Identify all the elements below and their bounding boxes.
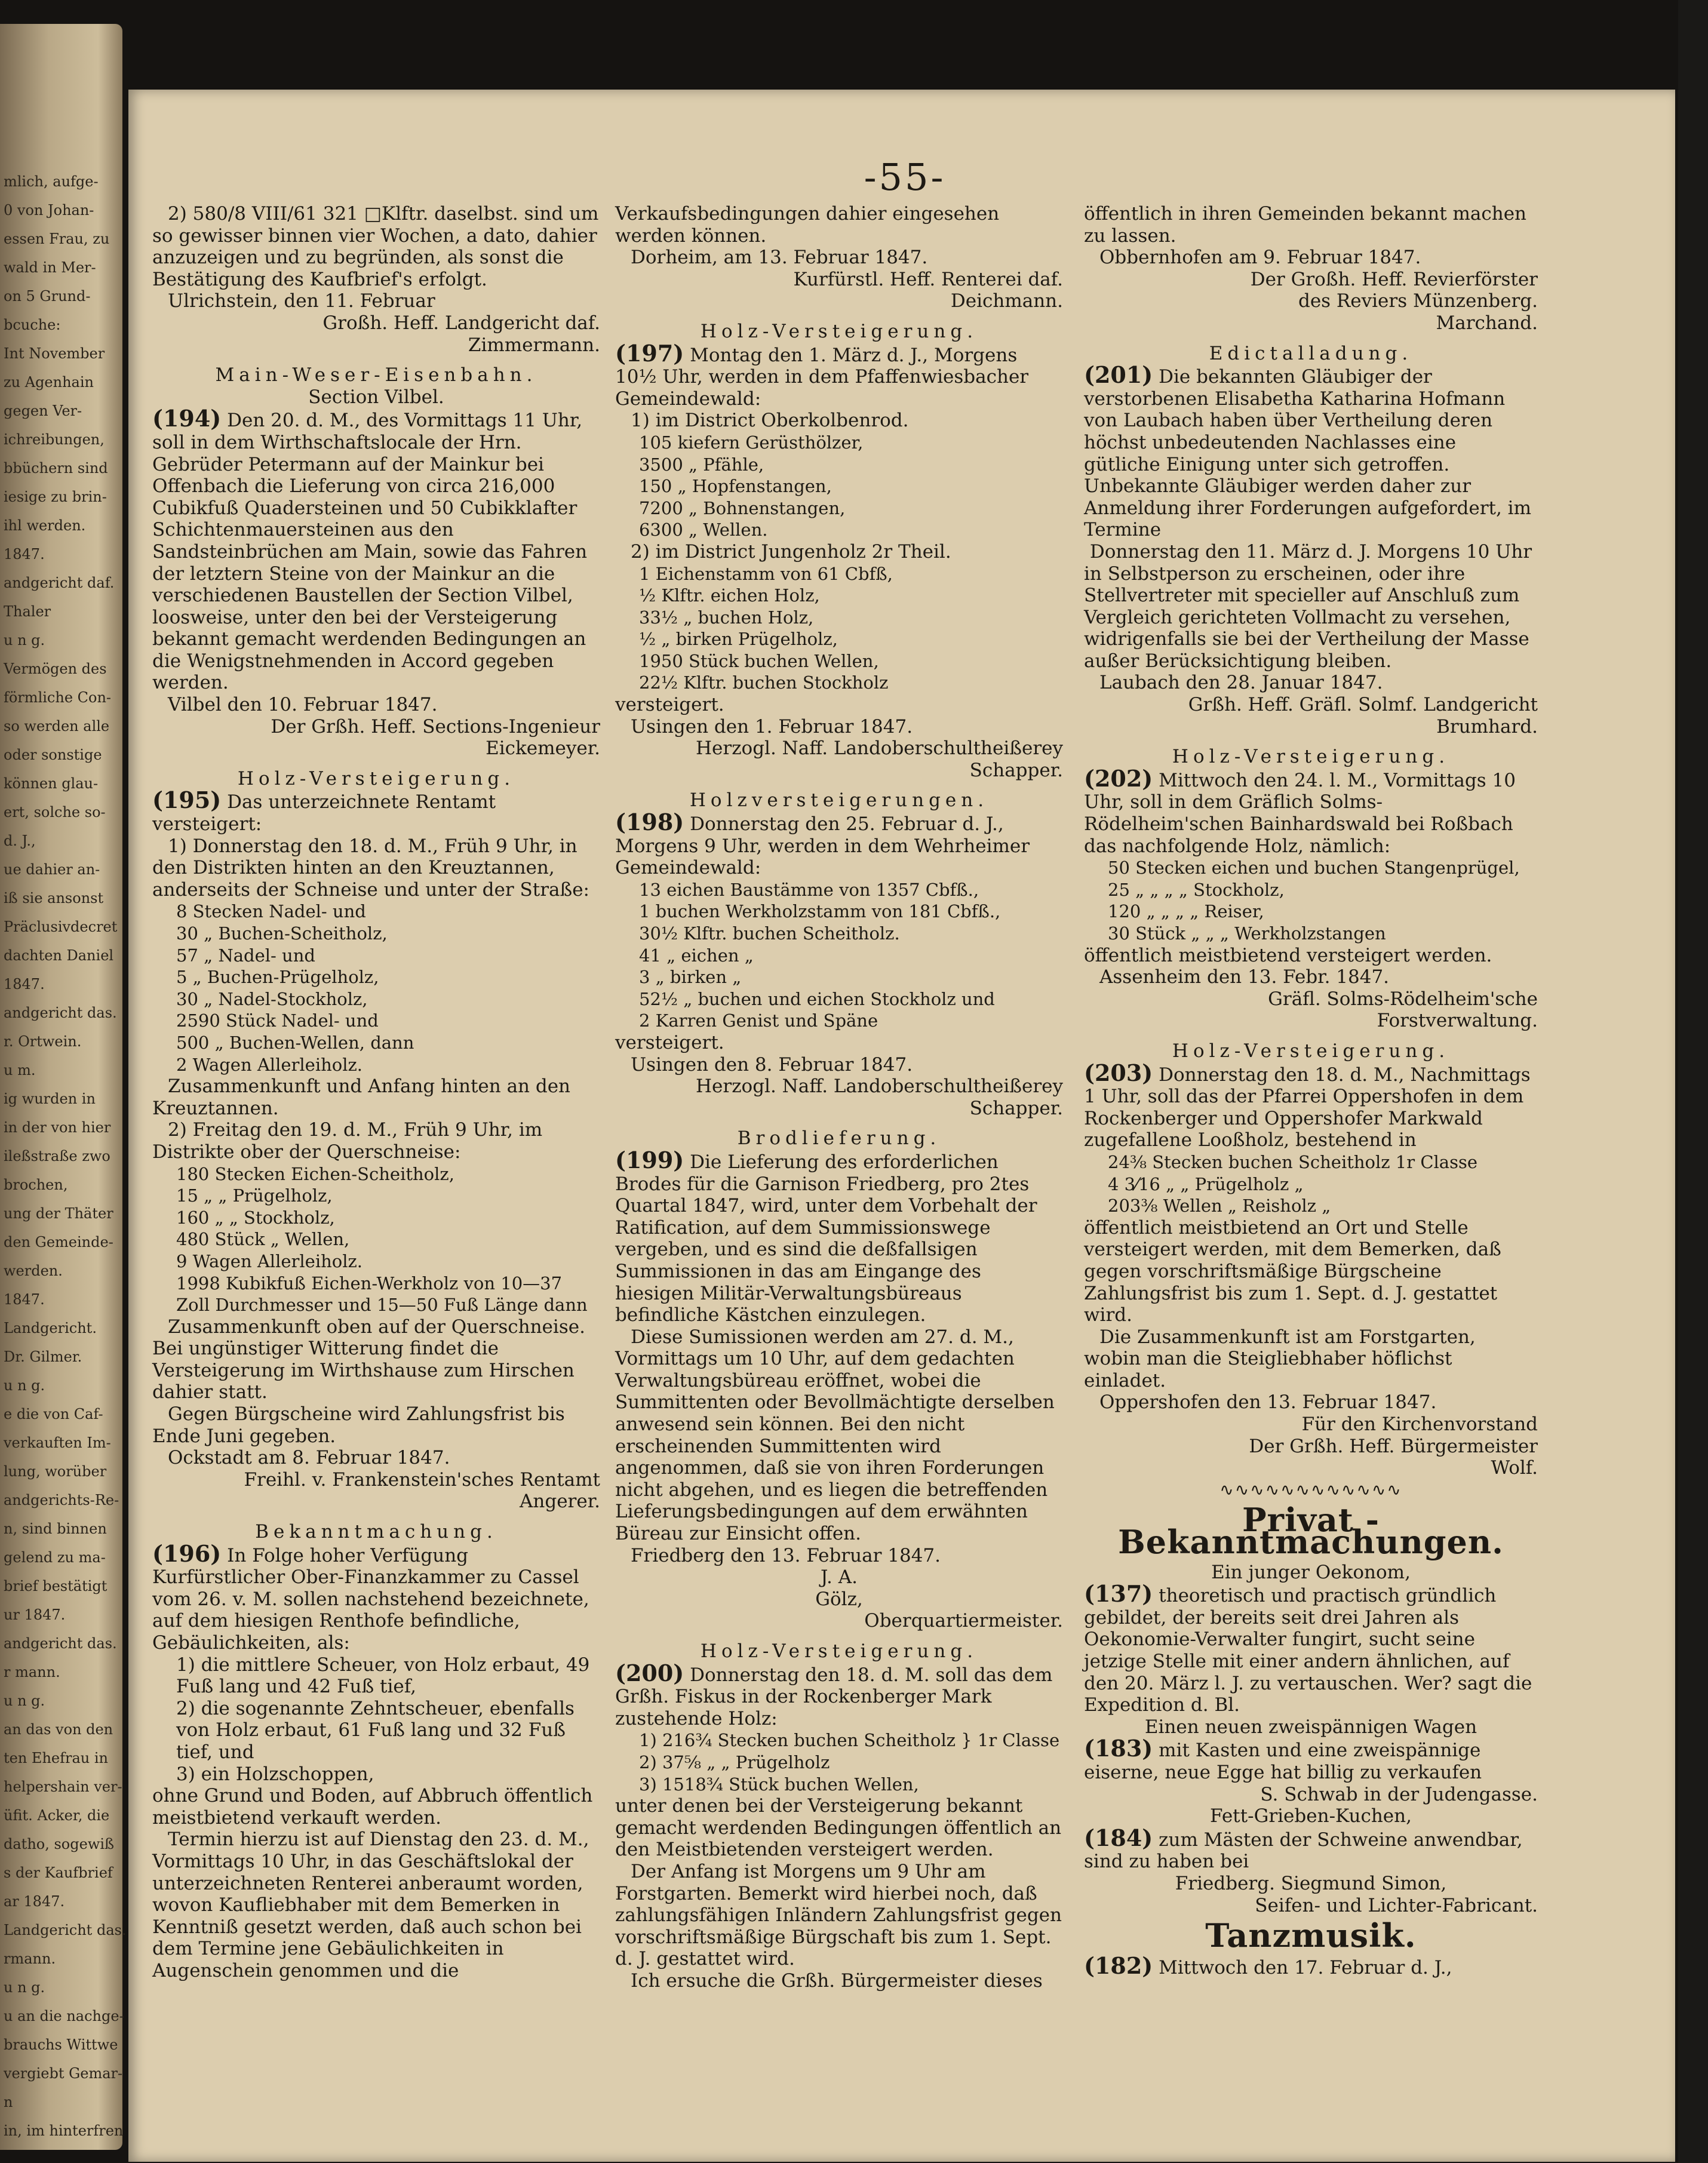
facing-page-text: brochen, — [4, 1176, 68, 1193]
facing-page-text: ihl werden. — [4, 517, 86, 534]
list-item: 8 Stecken Nadel- und — [176, 901, 366, 922]
facing-page-text: ert, solche so- — [4, 804, 106, 821]
facing-page-text: andgericht das. — [4, 1635, 117, 1652]
section-heading: Main-Weser-Eisenbahn. — [215, 364, 537, 386]
notice-text: 2) 580/8 VIII/61 321 □Klftr. daselbst. sind um so gewisser binnen vier Wochen, a dato, dahier anzuzeigen und zu begründen, als sonst die Bestätigung des Kaufbrief's erfolgt. — [152, 203, 599, 290]
item-list — [152, 901, 600, 1076]
list-item: 13 eichen Baustämme von 1357 Cbfß., — [639, 879, 979, 900]
facing-page-text: essen Frau, zu — [4, 231, 110, 247]
item-list — [615, 563, 1063, 695]
list-item: 7200 „ Bohnenstangen, — [639, 497, 846, 518]
list-item: 24⅜ Stecken buchen Scheitholz 1r Classe — [1108, 1151, 1477, 1172]
facing-page-text: n — [4, 2094, 13, 2110]
notice-text: unter denen bei der Versteigerung bekannt gemacht werdenden Bedingungen öffentlich an den Meistbietenden versteigert werden. — [615, 1795, 1062, 1861]
ornament-divider: ∿∿∿∿∿∿∿∿∿∿∿∿ — [1219, 1479, 1402, 1500]
facing-page-text: an das von den — [4, 1721, 113, 1738]
facing-page-text: r. Ortwein. — [4, 1033, 82, 1050]
list-item: 1) 216¾ Stecken buchen Scheitholz } 1r Classe — [639, 1730, 1060, 1751]
notice-text: Gegen Bürgscheine wird Zahlungsfrist bis Ende Juni gegeben. — [152, 1403, 565, 1447]
list-item: 30 „ Buchen-Scheitholz, — [176, 923, 388, 944]
authority: Großh. Heff. Landgericht daf. — [322, 312, 600, 334]
facing-page-text: Landgericht. — [4, 1320, 97, 1336]
notice-text: versteigert. — [615, 1031, 724, 1053]
list-item: 1 buchen Werkholzstamm von 181 Cbfß., — [639, 901, 1001, 922]
facing-page-text: Dr. Gilmer. — [4, 1348, 82, 1365]
signature: Friedberg. Siegmund Simon, — [1175, 1872, 1447, 1894]
notice-text: Verkaufsbedingungen dahier eingesehen werden können. — [615, 203, 1000, 247]
notice-text: Donnerstag den 25. Februar d. J., Morgens 9 Uhr, werden in dem Wehrheimer Gemeindewald: — [615, 813, 1030, 879]
notice-text: Zusammenkunft und Anfang hinten an den Kreuztannen. — [152, 1076, 571, 1119]
notice-number: (198) — [615, 809, 684, 836]
facing-page-text: u n g. — [4, 1377, 45, 1394]
column-3 — [1084, 203, 1538, 1978]
notice-text: Die Lieferung des erforderlichen Brodes für die Garnison Friedberg, pro 2tes Quartal 1847, wird, unter dem Vorbehalt der Ratification, auf dem Summissionswege vergeben, und es sind die deßfallsigen Summissionen in das am Eingange des hiesigen Militär-Verwaltungsbüreaus befindliche Kästchen einzulegen. — [615, 1151, 1037, 1326]
notice-number: (200) — [615, 1659, 684, 1686]
authority: Gräfl. Solms-Rödelheim'sche — [1268, 988, 1538, 1010]
notice-text: Donnerstag den 18. d. M. soll das dem Grßh. Fiskus in der Rockenberger Mark zustehende Holz: — [615, 1664, 1053, 1729]
authority: Freihl. v. Frankenstein'sches Rentamt — [244, 1468, 600, 1491]
facing-page-text: rmann. — [4, 1950, 56, 1967]
notice-text: 1) im District Oberkolbenrod. — [631, 410, 909, 432]
list-item: 105 kiefern Gerüsthölzer, — [639, 432, 864, 453]
page-number: -55- — [864, 155, 946, 199]
facing-page-text: Landgericht das. — [4, 1922, 127, 1938]
notice-number: (197) — [615, 339, 684, 367]
facing-page-text: ileßstraße zwo — [4, 1148, 110, 1165]
facing-page-text: förmliche Con- — [4, 689, 112, 706]
signature: Schapper. — [969, 759, 1063, 781]
notice-202 — [1084, 764, 1538, 857]
facing-page-text: Vermögen des — [4, 660, 107, 677]
authority: Der Grßh. Heff. Bürgermeister — [1249, 1435, 1538, 1457]
authority: Kurfürstl. Heff. Renterei daf. — [793, 268, 1063, 290]
notice-195 — [152, 786, 600, 835]
facing-page-edge — [0, 24, 127, 2150]
authority: Oberquartiermeister. — [864, 1610, 1063, 1632]
notice-203 — [1084, 1059, 1538, 1151]
facing-page-text: den Gemeinde- — [4, 1234, 113, 1251]
notice-number: (203) — [1084, 1059, 1153, 1086]
facing-page-text: lung, worüber — [4, 1463, 107, 1480]
facing-page-text: mlich, aufge- — [4, 173, 99, 190]
facing-page-text: u n g. — [4, 1979, 45, 1996]
facing-page-text: können glau- — [4, 775, 99, 792]
signature: Zimmermann. — [468, 334, 600, 356]
authority: Herzogl. Naff. Landoberschultheißerey — [696, 1076, 1063, 1098]
ad-heading: Tanzmusik. — [1205, 1916, 1417, 1955]
list-item: 1) die mittlere Scheuer, von Holz erbaut, 49 Fuß lang und 42 Fuß tief, — [176, 1654, 590, 1698]
list-item: 160 „ „ Stockholz, — [176, 1207, 335, 1228]
notice-137 — [1084, 1580, 1538, 1716]
notice-number: (183) — [1084, 1735, 1153, 1762]
notice-text: versteigert. — [615, 694, 724, 716]
facing-page-text: iesige zu brin- — [4, 488, 107, 505]
list-item: 3500 „ Pfähle, — [639, 454, 764, 475]
facing-page-text: brauchs Wittwe — [4, 2036, 118, 2053]
facing-page-text: 1847. — [4, 546, 45, 563]
facing-page-text: Thaler — [4, 603, 51, 620]
list-item: 9 Wagen Allerleiholz. — [176, 1251, 363, 1271]
place-date: Usingen den 1. Februar 1847. — [631, 715, 913, 738]
facing-page-text: andgericht daf. — [4, 574, 115, 591]
place-date: Ulrichstein, den 11. Februar — [168, 290, 435, 312]
notice-text: Montag den 1. März d. J., Morgens 10½ Uhr, werden in dem Pfaffenwiesbacher Gemeindewald: — [615, 344, 1029, 410]
facing-page-text: vergiebt Gemar- — [4, 2065, 123, 2082]
notice-number: (182) — [1084, 1952, 1153, 1979]
list-item: 203⅜ Wellen „ Reisholz „ — [1108, 1196, 1331, 1216]
facing-page-text: gelend zu ma- — [4, 1549, 106, 1566]
facing-page-text: ung der Thäter — [4, 1205, 113, 1222]
list-item: 4 3⁄16 „ „ Prügelholz „ — [1108, 1173, 1304, 1194]
authority: Grßh. Heff. Gräfl. Solmf. Landgericht — [1188, 694, 1538, 716]
signature: S. Schwab in der Judengasse. — [1260, 1783, 1538, 1805]
notice-text: Die Zusammenkunft ist am Forstgarten, wobin man die Steigliebhaber höflichst einladet. — [1084, 1326, 1476, 1391]
notice-number: (199) — [615, 1146, 684, 1173]
authority: J. A. — [821, 1566, 858, 1589]
column-1 — [152, 203, 600, 1982]
column-2 — [615, 203, 1063, 1992]
facing-page-text: datho, sogewiß — [4, 1836, 115, 1852]
place-date: Ockstadt am 8. Februar 1847. — [168, 1447, 450, 1469]
notice-text: Die bekannten Gläubiger der verstorbenen Elisabetha Katharina Hofmann von Laubach haben über Vertheilung deren höchst unbedeutenden Nachlasses eine gütliche Einigung unter sich getroffen. Unbekannte Gläubiger werden daher zur Anmeldung ihrer Forderungen aufgefordert, im Termine — [1084, 366, 1531, 541]
notice-199 — [615, 1146, 1063, 1326]
facing-page-text: ig wurden in — [4, 1090, 96, 1107]
notice-text: öffentlich meistbietend versteigert werden. — [1084, 944, 1492, 966]
facing-page-text: r mann. — [4, 1664, 60, 1680]
item-list — [615, 879, 1063, 1032]
facing-page-text: werden. — [4, 1262, 63, 1279]
item-list — [615, 432, 1063, 541]
list-item: 180 Stecken Eichen-Scheitholz, — [176, 1163, 454, 1184]
section-heading: Edictalladung. — [1209, 342, 1413, 364]
list-item: 1 Eichenstamm von 61 Cbfß, — [639, 563, 893, 584]
notice-text: In Folge hoher Verfügung Kurfürstlicher Ober-Finanzkammer zu Cassel vom 26. v. M. sollen nachstehend bezeichnete, auf dem hiesigen Renthofe befindliche, Gebäulichkeiten, als: — [152, 1544, 589, 1654]
notice-text: Der Anfang ist Morgens um 9 Uhr am Forstgarten. Bemerkt wird hierbei noch, daß zahlungsfähigen Inländern Zahlungsfrist gegen vorschriftsmäßige Bürgschaft bis zum 1. Sept. d. J. gestattet wird. — [615, 1860, 1062, 1970]
newspaper-page — [128, 90, 1675, 2162]
facing-page-text: d. J., — [4, 832, 36, 849]
list-item: 150 „ Hopfenstangen, — [639, 476, 832, 497]
notice-text: mit Kasten und eine zweispännige eiserne, neue Egge hat billig zu verkaufen — [1084, 1740, 1482, 1783]
item-list — [152, 1654, 600, 1786]
notice-text: öffentlich in ihren Gemeinden bekannt machen zu lassen. — [1084, 203, 1527, 247]
list-item: 120 „ „ „ „ Reiser, — [1108, 901, 1264, 922]
authority: des Reviers Münzenberg. — [1298, 290, 1538, 312]
signature: Brumhard. — [1436, 715, 1538, 738]
signature: Forstverwaltung. — [1377, 1010, 1538, 1032]
section-heading: Holzversteigerungen. — [689, 789, 989, 812]
facing-page-text: n, sind binnen — [4, 1520, 107, 1537]
place-date: Laubach den 28. Januar 1847. — [1099, 672, 1383, 694]
list-item: ½ Klftr. eichen Holz, — [639, 585, 820, 606]
list-item: 22½ Klftr. buchen Stockholz — [639, 672, 889, 693]
notice-number: (201) — [1084, 361, 1153, 389]
list-item: 2) 37⅝ „ „ Prügelholz — [639, 1752, 830, 1772]
notice-text: Mittwoch den 17. Februar d. J., — [1159, 1956, 1452, 1978]
notice-text: öffentlich meistbietend an Ort und Stelle versteigert werden, mit dem Bemerken, daß gegen vorschriftsmäßige Bürgscheine Zahlungsfrist bis zum 1. Sept. d. J. gestattet wird. — [1084, 1216, 1501, 1326]
section-heading: Holz-Versteigerung. — [700, 1640, 978, 1662]
list-item: 15 „ „ Prügelholz, — [176, 1185, 333, 1206]
facing-page-text: 0 von Johan- — [4, 202, 94, 219]
signature: Eickemeyer. — [486, 738, 600, 760]
notice-200 — [615, 1659, 1063, 1730]
authority: Herzogl. Naff. Landoberschultheißerey — [696, 738, 1063, 760]
facing-page-text: zu Agenhain — [4, 374, 94, 391]
place-date: Assenheim den 13. Febr. 1847. — [1099, 966, 1390, 988]
notice-number: (184) — [1084, 1824, 1153, 1851]
list-item: 500 „ Buchen-Wellen, dann — [176, 1032, 414, 1053]
place-date: Friedberg den 13. Februar 1847. — [631, 1544, 941, 1566]
list-item: 3 „ birken „ — [639, 967, 742, 988]
notice-201 — [1084, 361, 1538, 541]
facing-page-text: oder sonstige — [4, 746, 102, 763]
signature: Wolf. — [1491, 1457, 1538, 1479]
section-title: Privat - Bekanntmachungen. — [1118, 1501, 1504, 1562]
notice-184 — [1084, 1824, 1538, 1873]
authority: Für den Kirchenvorstand — [1301, 1414, 1538, 1436]
notice-text: theoretisch und practisch gründlich gebildet, der bereits seit drei Jahren als Oekonomie-Verwalter fungirt, sucht seine jetzige Stelle mit einer andern ähnlichen, auf den 20. März l. J. zu vertauschen. Wer? sagt die Expedition d. Bl. — [1084, 1585, 1532, 1716]
notice-number: (194) — [152, 405, 222, 432]
section-heading: Holz-Versteigerung. — [1172, 1040, 1450, 1062]
authority: Der Großh. Heff. Revierförster — [1250, 268, 1538, 290]
ad-heading: Einen neuen zweispännigen Wagen — [1144, 1716, 1477, 1738]
list-item: 25 „ „ „ „ Stockholz, — [1108, 879, 1285, 900]
section-heading: Brodlieferung. — [737, 1127, 941, 1150]
facing-page-text: dachten Daniel — [4, 947, 114, 964]
section-heading: Holz-Versteigerung. — [700, 320, 978, 342]
place-date: Vilbel den 10. Februar 1847. — [168, 694, 438, 716]
facing-page-text: ur 1847. — [4, 1606, 66, 1623]
facing-page-text: gegen Ver- — [4, 403, 82, 419]
facing-page-text: u m. — [4, 1062, 36, 1079]
list-item: 1950 Stück buchen Wellen, — [639, 650, 879, 671]
list-item: 57 „ Nadel- und — [176, 945, 315, 966]
list-item: 480 Stück „ Wellen, — [176, 1229, 350, 1250]
notice-text: ohne Grund und Boden, auf Abbruch öffentlich meistbietend verkauft werden. — [152, 1785, 593, 1829]
facing-page-text: in, im hinterfren — [4, 2122, 124, 2139]
item-list — [152, 1163, 600, 1316]
list-item: 2) die sogenannte Zehntscheuer, ebenfalls von Holz erbaut, 61 Fuß lang und 32 Fuß tief, und — [176, 1697, 575, 1763]
facing-page-text: u n g. — [4, 1692, 45, 1709]
facing-page-text: brief bestätigt — [4, 1578, 107, 1594]
notice-text: Diese Sumissionen werden am 27. d. M., Vormittags um 10 Uhr, auf dem gedachten Verwaltungsbüreau eröffnet, wobei die Summittenten oder Bevollmächtigte derselben anwesend sein können. Bei den nicht erscheinenden Summittenten wird angenommen, daß sie von ihren Forderungen nicht abgehen, und es liegen die betreffenden Lieferungsbedingungen auf dem erwähnten Büreau zur Einsicht offen. — [615, 1326, 1055, 1545]
facing-page-text: andgerichts-Re- — [4, 1492, 119, 1508]
ad-heading: Fett-Grieben-Kuchen, — [1210, 1805, 1412, 1827]
section-heading: Bekanntmachung. — [255, 1521, 497, 1543]
notice-text: Donnerstag den 11. März d. J. Morgens 10 Uhr — [1089, 540, 1532, 563]
item-list — [615, 1729, 1063, 1795]
facing-page-text: in der von hier — [4, 1119, 111, 1136]
signature: Deichmann. — [950, 290, 1063, 312]
list-item: 52½ „ buchen und eichen Stockholz und — [639, 988, 995, 1009]
notice-text: Termin hierzu ist auf Dienstag den 23. d. M., Vormittags 10 Uhr, in das Geschäftslokal der unterzeichneten Renterei anberaumt worden, wovon Kaufliebhaber mit dem Bemerken in Kenntniß gesetzt werden, daß auch schon bei dem Termine jene Gebäulichkeiten in Augenschein genommen und die — [152, 1829, 589, 1981]
signature: Schapper. — [969, 1097, 1063, 1119]
notice-text: Das unterzeichnete Rentamt versteigert: — [152, 791, 496, 835]
list-item: 3) ein Holzschoppen, — [176, 1763, 374, 1785]
notice-text: 2) im District Jungenholz 2r Theil. — [631, 540, 951, 563]
notice-text: 1) Donnerstag den 18. d. M., Früh 9 Uhr, in den Distrikten hinten an den Kreuztannen, anderseits der Schneise und unter der Straße: — [152, 835, 589, 901]
facing-page-text: ten Ehefrau in — [4, 1750, 108, 1766]
list-item: 30 Stück „ „ „ Werkholzstangen — [1108, 923, 1386, 944]
facing-page-text: u n g. — [4, 632, 45, 649]
facing-page-text: wald in Mer- — [4, 259, 96, 276]
authority: Der Grßh. Heff. Sections-Ingenieur — [271, 715, 600, 738]
list-item: 30½ Klftr. buchen Scheitholz. — [639, 923, 900, 944]
list-item: 1998 Kubikfuß Eichen-Werkholz von 10—37 Zoll Durchmesser und 15—50 Fuß Länge dann — [176, 1273, 588, 1316]
facing-page-text: 1847. — [4, 976, 45, 993]
facing-page-text: ar 1847. — [4, 1893, 65, 1910]
section-heading: Holz-Versteigerung. — [237, 767, 515, 789]
facing-page-text: helpershain ver- — [4, 1778, 122, 1795]
facing-page-text: iß sie ansonst — [4, 890, 104, 907]
notice-text: Donnerstag den 18. d. M., Nachmittags 1 Uhr, soll das der Pfarrei Oppershofen in dem Rockenberger und Oppershofer Markwald zugefallene Looßholz, bestehend in — [1084, 1064, 1531, 1151]
notice-text: Den 20. d. M., des Vormittags 11 Uhr, soll in dem Wirthschaftslocale der Hrn. Gebrüder Petermann auf der Mainkur bei Offenbach die Lieferung von circa 216,000 Cubikfuß Quadersteinen und 50 Cubikklafter Schichtenmauersteinen aus den Sandsteinbrüchen am Main, sowie das Fahren der letztern Steine von der Mainkur an die verschiedenen Baustellen der Section Vilbel, loosweise, unter den bei der Versteigerung bekannt gemacht werdenden Bedingungen an die Wenigstnehmenden in Accord gegeben werden. — [152, 410, 588, 694]
signature: Marchand. — [1436, 312, 1538, 334]
facing-page-text: u an die nachge- — [4, 2008, 124, 2024]
place-date: Usingen den 8. Februar 1847. — [631, 1053, 913, 1076]
notice-number: (137) — [1084, 1580, 1153, 1608]
notice-197 — [615, 339, 1063, 410]
notice-number: (196) — [152, 1540, 222, 1567]
facing-page-text: so werden alle — [4, 718, 110, 735]
section-heading: Holz-Versteigerung. — [1172, 746, 1450, 768]
list-item: 3) 1518¾ Stück buchen Wellen, — [639, 1774, 919, 1795]
list-item: 5 „ Buchen-Prügelholz, — [176, 967, 379, 988]
place-date: Dorheim, am 13. Februar 1847. — [631, 247, 928, 269]
list-item: 6300 „ Wellen. — [639, 520, 768, 540]
notice-text: 2) Freitag den 19. d. M., Früh 9 Uhr, im Distrikte ober der Querschneise: — [152, 1119, 543, 1163]
ad-heading: Ein junger Oekonom, — [1211, 1561, 1411, 1583]
list-item: 50 Stecken eichen und buchen Stangenprügel, — [1108, 858, 1520, 878]
facing-page-text: ichreibungen, — [4, 431, 105, 448]
list-item: 2 Wagen Allerleiholz. — [176, 1054, 363, 1075]
signature: Angerer. — [520, 1491, 600, 1513]
background-edge — [1678, 0, 1708, 2163]
notice-text: in Selbstperson zu erscheinen, oder ihre Stellvertreter mit specieller auf Anschluß zum Vergleich gerichteten Vollmacht zu versehen, widrigenfalls sie bei der Vertheilung der Masse außer Berücksichtigung bleiben. — [1084, 563, 1529, 672]
list-item: 30 „ Nadel-Stockholz, — [176, 988, 368, 1009]
facing-page-text: üfit. Acker, die — [4, 1807, 110, 1824]
facing-page-text: bbüchern sind — [4, 460, 108, 477]
facing-page-text: ue dahier an- — [4, 861, 100, 878]
facing-page-text: Präclusivdecret — [4, 918, 118, 935]
facing-page-text: bcuche: — [4, 317, 61, 333]
signature: Gölz, — [815, 1588, 863, 1610]
item-list — [1084, 1151, 1538, 1217]
facing-page-text: Int November — [4, 345, 105, 362]
list-item: 2 Karren Genist und Späne — [639, 1010, 878, 1031]
notice-183 — [1084, 1735, 1538, 1783]
authority: Seifen- und Lichter-Fabricant. — [1255, 1894, 1538, 1916]
facing-page-text: on 5 Grund- — [4, 288, 91, 305]
facing-page-text: verkauften Im- — [4, 1434, 111, 1451]
facing-page-text: e die von Caf- — [4, 1406, 103, 1422]
facing-page-text: s der Kaufbrief — [4, 1864, 113, 1881]
list-item: ½ „ birken Prügelholz, — [639, 629, 838, 650]
notice-number: (202) — [1084, 764, 1153, 792]
facing-page-text: 1847. — [4, 1291, 45, 1308]
place-date: Obbernhofen am 9. Februar 1847. — [1099, 247, 1421, 269]
list-item: 41 „ eichen „ — [639, 945, 754, 966]
notice-text: Zusammenkunft oben auf der Querschneise. Bei ungünstiger Witterung findet die Versteigerung im Wirthshause zum Hirschen dahier statt. — [152, 1316, 585, 1403]
notice-text: Mittwoch den 24. l. M., Vormittags 10 Uhr, soll in dem Gräflich Solms-Rödelheim'schen Bainhardswald bei Roßbach das nachfolgende Holz, nämlich: — [1084, 769, 1516, 857]
item-list — [1084, 857, 1538, 944]
list-item: 33½ „ buchen Holz, — [639, 607, 814, 628]
notice-text: Ich ersuche die Grßh. Bürgermeister dieses — [631, 1970, 1043, 1992]
facing-page-text: andgericht das. — [4, 1004, 117, 1021]
notice-198 — [615, 809, 1063, 879]
notice-text: zum Mästen der Schweine anwendbar, sind zu haben bei — [1084, 1829, 1523, 1873]
notice-196 — [152, 1540, 600, 1654]
list-item: 2590 Stück Nadel- und — [176, 1010, 379, 1031]
notice-number: (195) — [152, 786, 222, 814]
section-subheading: Section Vilbel. — [308, 386, 444, 408]
notice-182 — [1084, 1952, 1538, 1979]
notice-194 — [152, 405, 600, 694]
place-date: Oppershofen den 13. Februar 1847. — [1099, 1391, 1437, 1414]
